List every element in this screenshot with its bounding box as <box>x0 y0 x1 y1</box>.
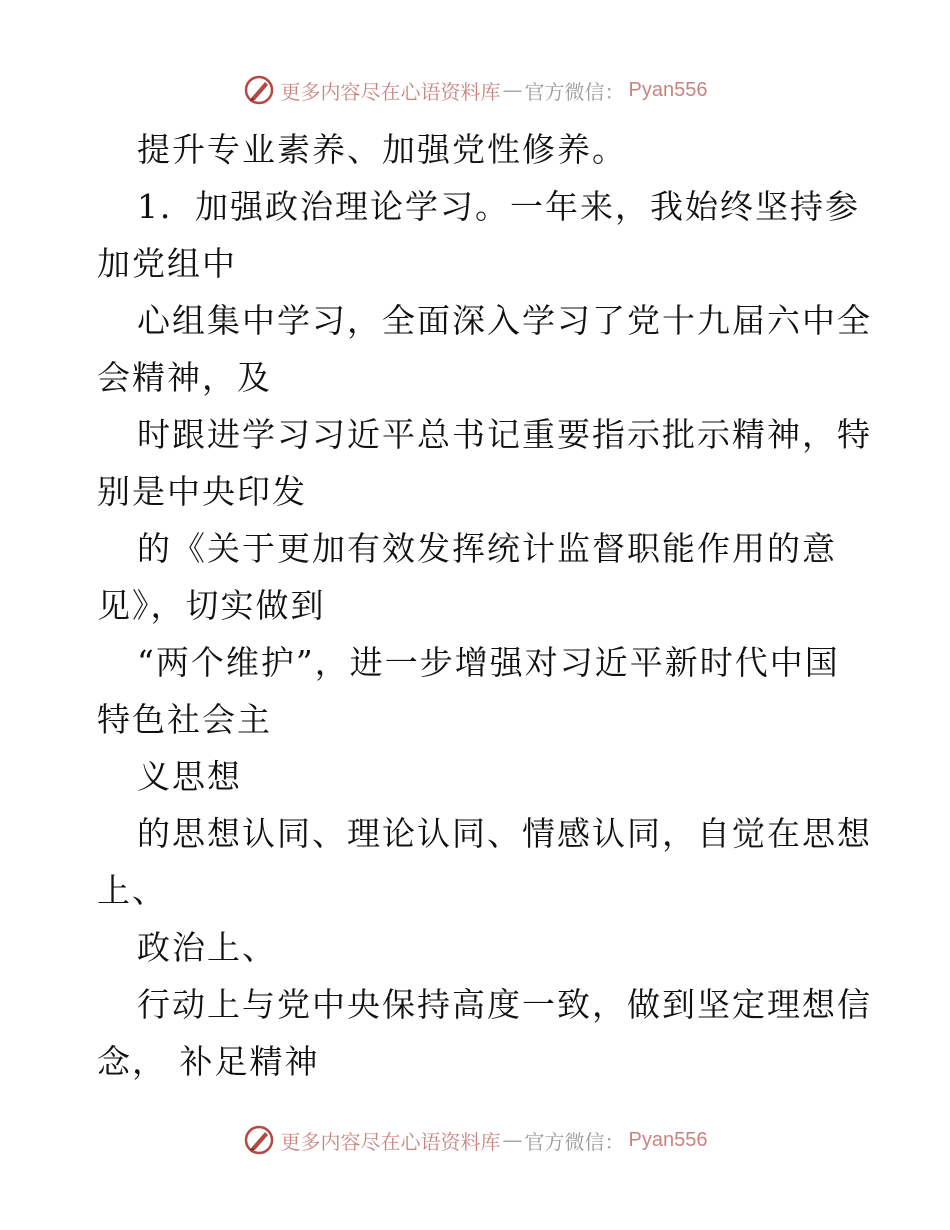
pen-logo-icon <box>243 74 275 106</box>
watermark-text: 更多内容尽在心语资料库 <box>280 1129 501 1154</box>
watermark-official-label: 官方微信： <box>524 1129 625 1154</box>
body-line: 上、 <box>97 871 167 910</box>
body-line: 义思想 <box>137 757 242 796</box>
body-line: 心组集中学习，全面深入学习了党十九届六中全 <box>137 301 872 340</box>
watermark-id: Pyan556 <box>628 1128 708 1151</box>
body-line: 时跟进学习习近平总书记重要指示批示精神，特 <box>137 415 872 454</box>
body-line: 特色社会主 <box>97 700 272 739</box>
body-line: 1．加强政治理论学习。一年来，我始终坚持参 <box>137 187 860 226</box>
watermark-official-label: 官方微信： <box>524 79 625 104</box>
body-line: 行动上与党中央保持高度一致，做到坚定理想信 <box>137 985 872 1024</box>
body-line: 提升专业素养、加强党性修养。 <box>137 130 627 169</box>
body-line: 念， 补足精神 <box>97 1042 320 1081</box>
footer-watermark <box>0 1120 950 1160</box>
body-line: 的思想认同、理论认同、情感认同，自觉在思想 <box>137 814 872 853</box>
watermark-separator: — <box>502 78 523 102</box>
body-line: 的《关于更加有效发挥统计监督职能作用的意 <box>137 529 837 568</box>
watermark-text: 更多内容尽在心语资料库 <box>280 79 501 104</box>
body-line: 政治上、 <box>137 928 277 967</box>
body-line: 见》，切实做到 <box>97 586 326 625</box>
pen-logo-icon <box>243 1124 275 1156</box>
header-watermark <box>0 70 950 110</box>
body-line: “两个维护”，进一步增强对习近平新时代中国 <box>137 643 840 682</box>
watermark-separator: — <box>502 1128 523 1152</box>
body-line: 会精神，及 <box>97 358 272 397</box>
body-line: 加党组中 <box>97 244 237 283</box>
body-line: 别是中央印发 <box>97 472 307 511</box>
watermark-id: Pyan556 <box>628 78 708 101</box>
